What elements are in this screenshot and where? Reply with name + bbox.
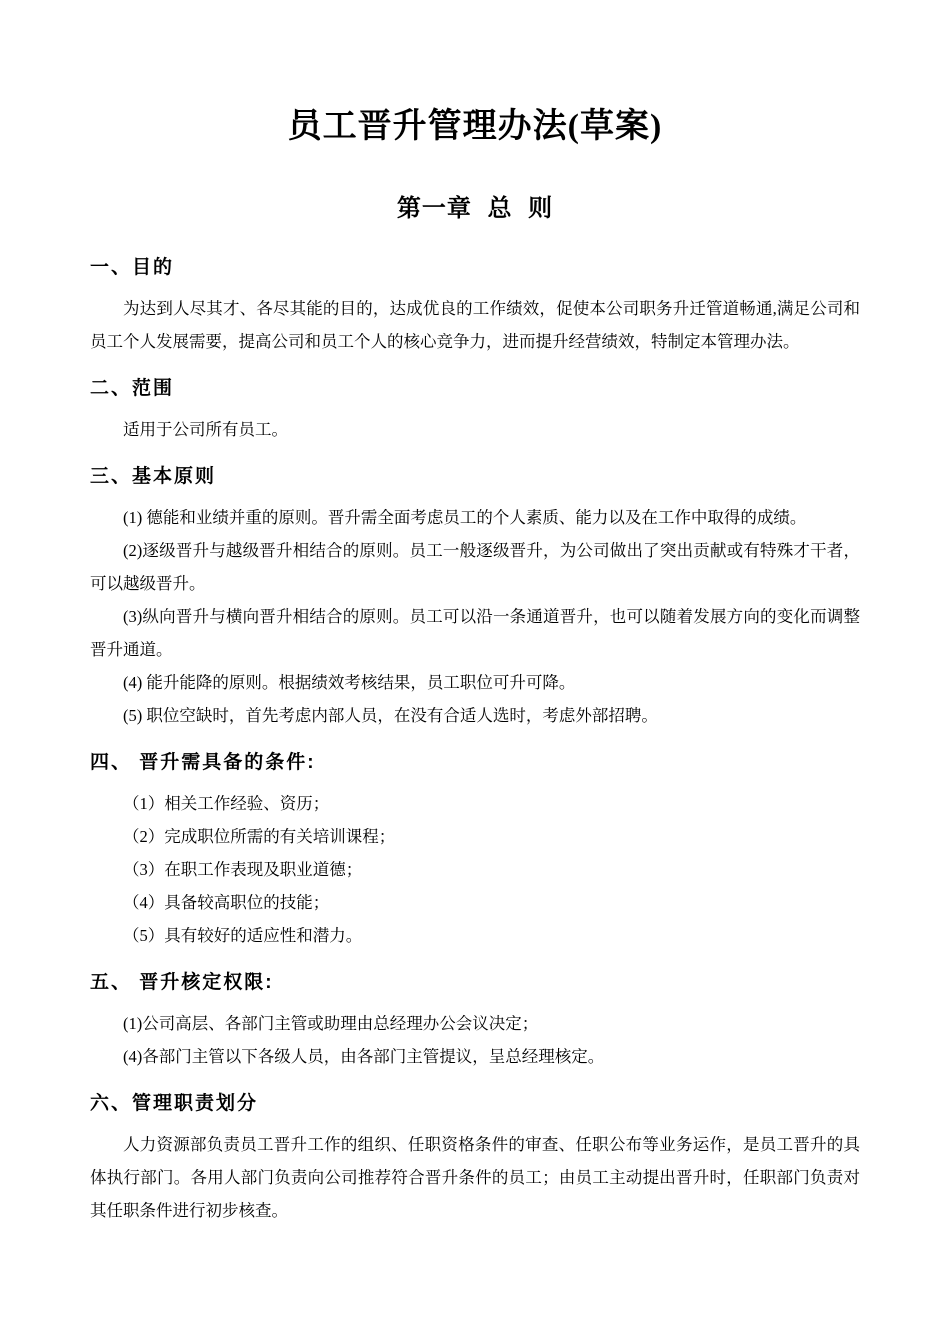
list-item: （4）具备较高职位的技能； <box>123 893 330 912</box>
list-item: (3)纵向晋升与横向晋升相结合的原则。员工可以沿一条通道晋升，也可以随着发展方向的变化而调整晋升通道。 <box>90 607 860 659</box>
chapter-heading: 第一章 总 则 <box>396 195 554 222</box>
list-item: （2）完成职位所需的有关培训课程； <box>123 827 396 846</box>
list-item: （1）相关工作经验、资历； <box>123 794 330 813</box>
section-scope <box>90 376 860 446</box>
section-responsibility-division <box>90 1091 860 1227</box>
section-heading: 三、基本原则 <box>90 466 217 487</box>
list-item: (4)各部门主管以下各级人员，由各部门主管提议，呈总经理核定。 <box>123 1047 605 1066</box>
list-item: (5) 职位空缺时，首先考虑内部人员，在没有合适人选时，考虑外部招聘。 <box>123 706 658 725</box>
paragraph: 为达到人尽其才、各尽其能的目的，达成优良的工作绩效，促使本公司职务升迁管道畅通,满足公司和员工个人发展需要，提高公司和员工个人的核心竞争力，进而提升经营绩效，特制定本管理办法。 <box>90 299 860 351</box>
section-promotion-conditions <box>90 750 860 952</box>
list-item: (1) 德能和业绩并重的原则。晋升需全面考虑员工的个人素质、能力以及在工作中取得的成绩。 <box>123 508 807 527</box>
section-heading: 六、管理职责划分 <box>90 1093 259 1114</box>
section-heading: 二、范围 <box>90 378 175 399</box>
list-item: （5）具有较好的适应性和潜力。 <box>123 926 363 945</box>
list-item: (4) 能升能降的原则。根据绩效考核结果，员工职位可升可降。 <box>123 673 576 692</box>
section-purpose <box>90 255 860 358</box>
section-approval-authority <box>90 970 860 1073</box>
list-item: （3）在职工作表现及职业道德； <box>123 860 363 879</box>
section-heading: 四、 晋升需具备的条件: <box>90 752 316 773</box>
section-heading: 五、 晋升核定权限: <box>90 972 274 993</box>
paragraph: 适用于公司所有员工。 <box>123 420 288 439</box>
document-title: 员工晋升管理办法(草案) <box>287 108 663 145</box>
list-item: (1)公司高层、各部门主管或助理由总经理办公会议决定； <box>123 1014 539 1033</box>
section-heading: 一、目的 <box>90 257 175 278</box>
section-basic-principles <box>90 464 860 732</box>
paragraph: 人力资源部负责员工晋升工作的组织、任职资格条件的审查、任职公布等业务运作，是员工晋升的具体执行部门。各用人部门负责向公司推荐符合晋升条件的员工；由员工主动提出晋升时，任职部门负责对其任职条件进行初步核查。 <box>90 1135 860 1220</box>
list-item: (2)逐级晋升与越级晋升相结合的原则。员工一般逐级晋升，为公司做出了突出贡献或有特殊才干者，可以越级晋升。 <box>90 541 860 593</box>
